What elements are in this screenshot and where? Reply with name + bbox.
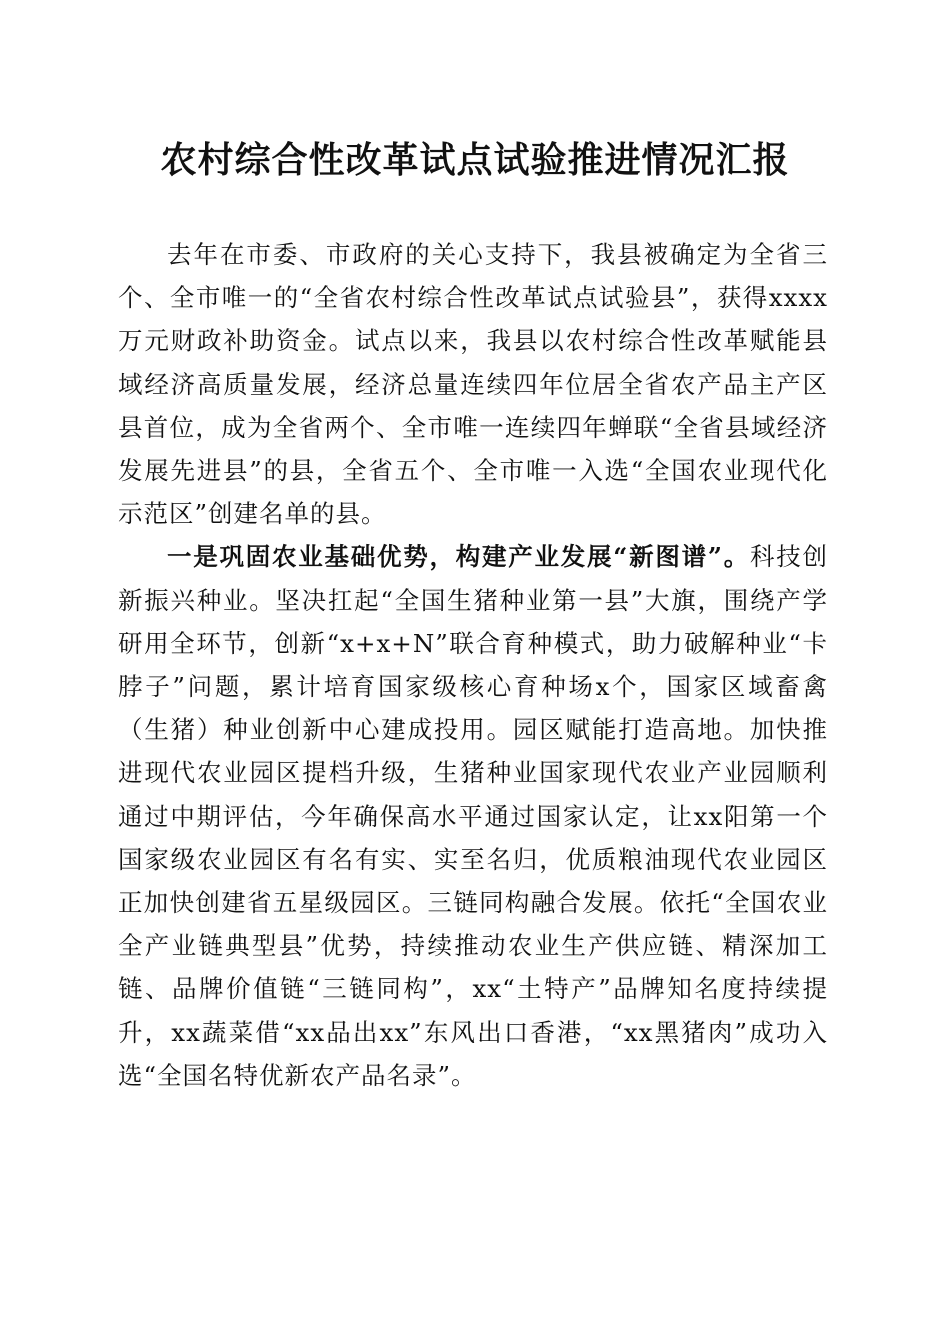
document-body <box>118 233 828 1097</box>
intro-paragraph <box>118 233 828 535</box>
section-one-text: 科技创新振兴种业。坚决扛起“全国生猪种业第一县”大旗，围绕产学研用全环节，创新“x+x+N”联合育种模式，助力破解种业“卡脖子”问题，累计培育国家级核心育种场x个，国家区域畜禽（生猪）种业创新中心建成投用。园区赋能打造高地。加快推进现代农业园区提档升级，生猪种业国家现代农业产业园顺利通过中期评估，今年确保高水平通过国家认定，让xx阳第一个国家级农业园区有名有实、实至名归，优质粮油现代农业园区正加快创建省五星级园区。三链同构融合发展。依托“全国农业全产业链典型县”优势，持续推动农业生产供应链、精深加工链、品牌价值链“三链同构”，xx“土特产”品牌知名度持续提升，xx蔬菜借“xx品出xx”东风出口香港，“xx黑猪肉”成功入选“全国名特优新农产品名录”。 <box>118 542 829 1090</box>
intro-paragraph-text: 去年在市委、市政府的关心支持下，我县被确定为全省三个、全市唯一的“全省农村综合性改革试点试验县”，获得xxxx万元财政补助资金。试点以来，我县以农村综合性改革赋能县域经济高质量发展，经济总量连续四年位居全省农产品主产区县首位，成为全省两个、全市唯一连续四年蝉联“全省县域经济发展先进县”的县，全省五个、全市唯一入选“全国农业现代化示范区”创建名单的县。 <box>118 240 828 529</box>
section-one-heading: 一是巩固农业基础优势，构建产业发展“新图谱”。 <box>167 542 750 572</box>
document-title: 农村综合性改革试点试验推进情况汇报 <box>160 139 790 181</box>
section-one-paragraph <box>118 535 828 1097</box>
